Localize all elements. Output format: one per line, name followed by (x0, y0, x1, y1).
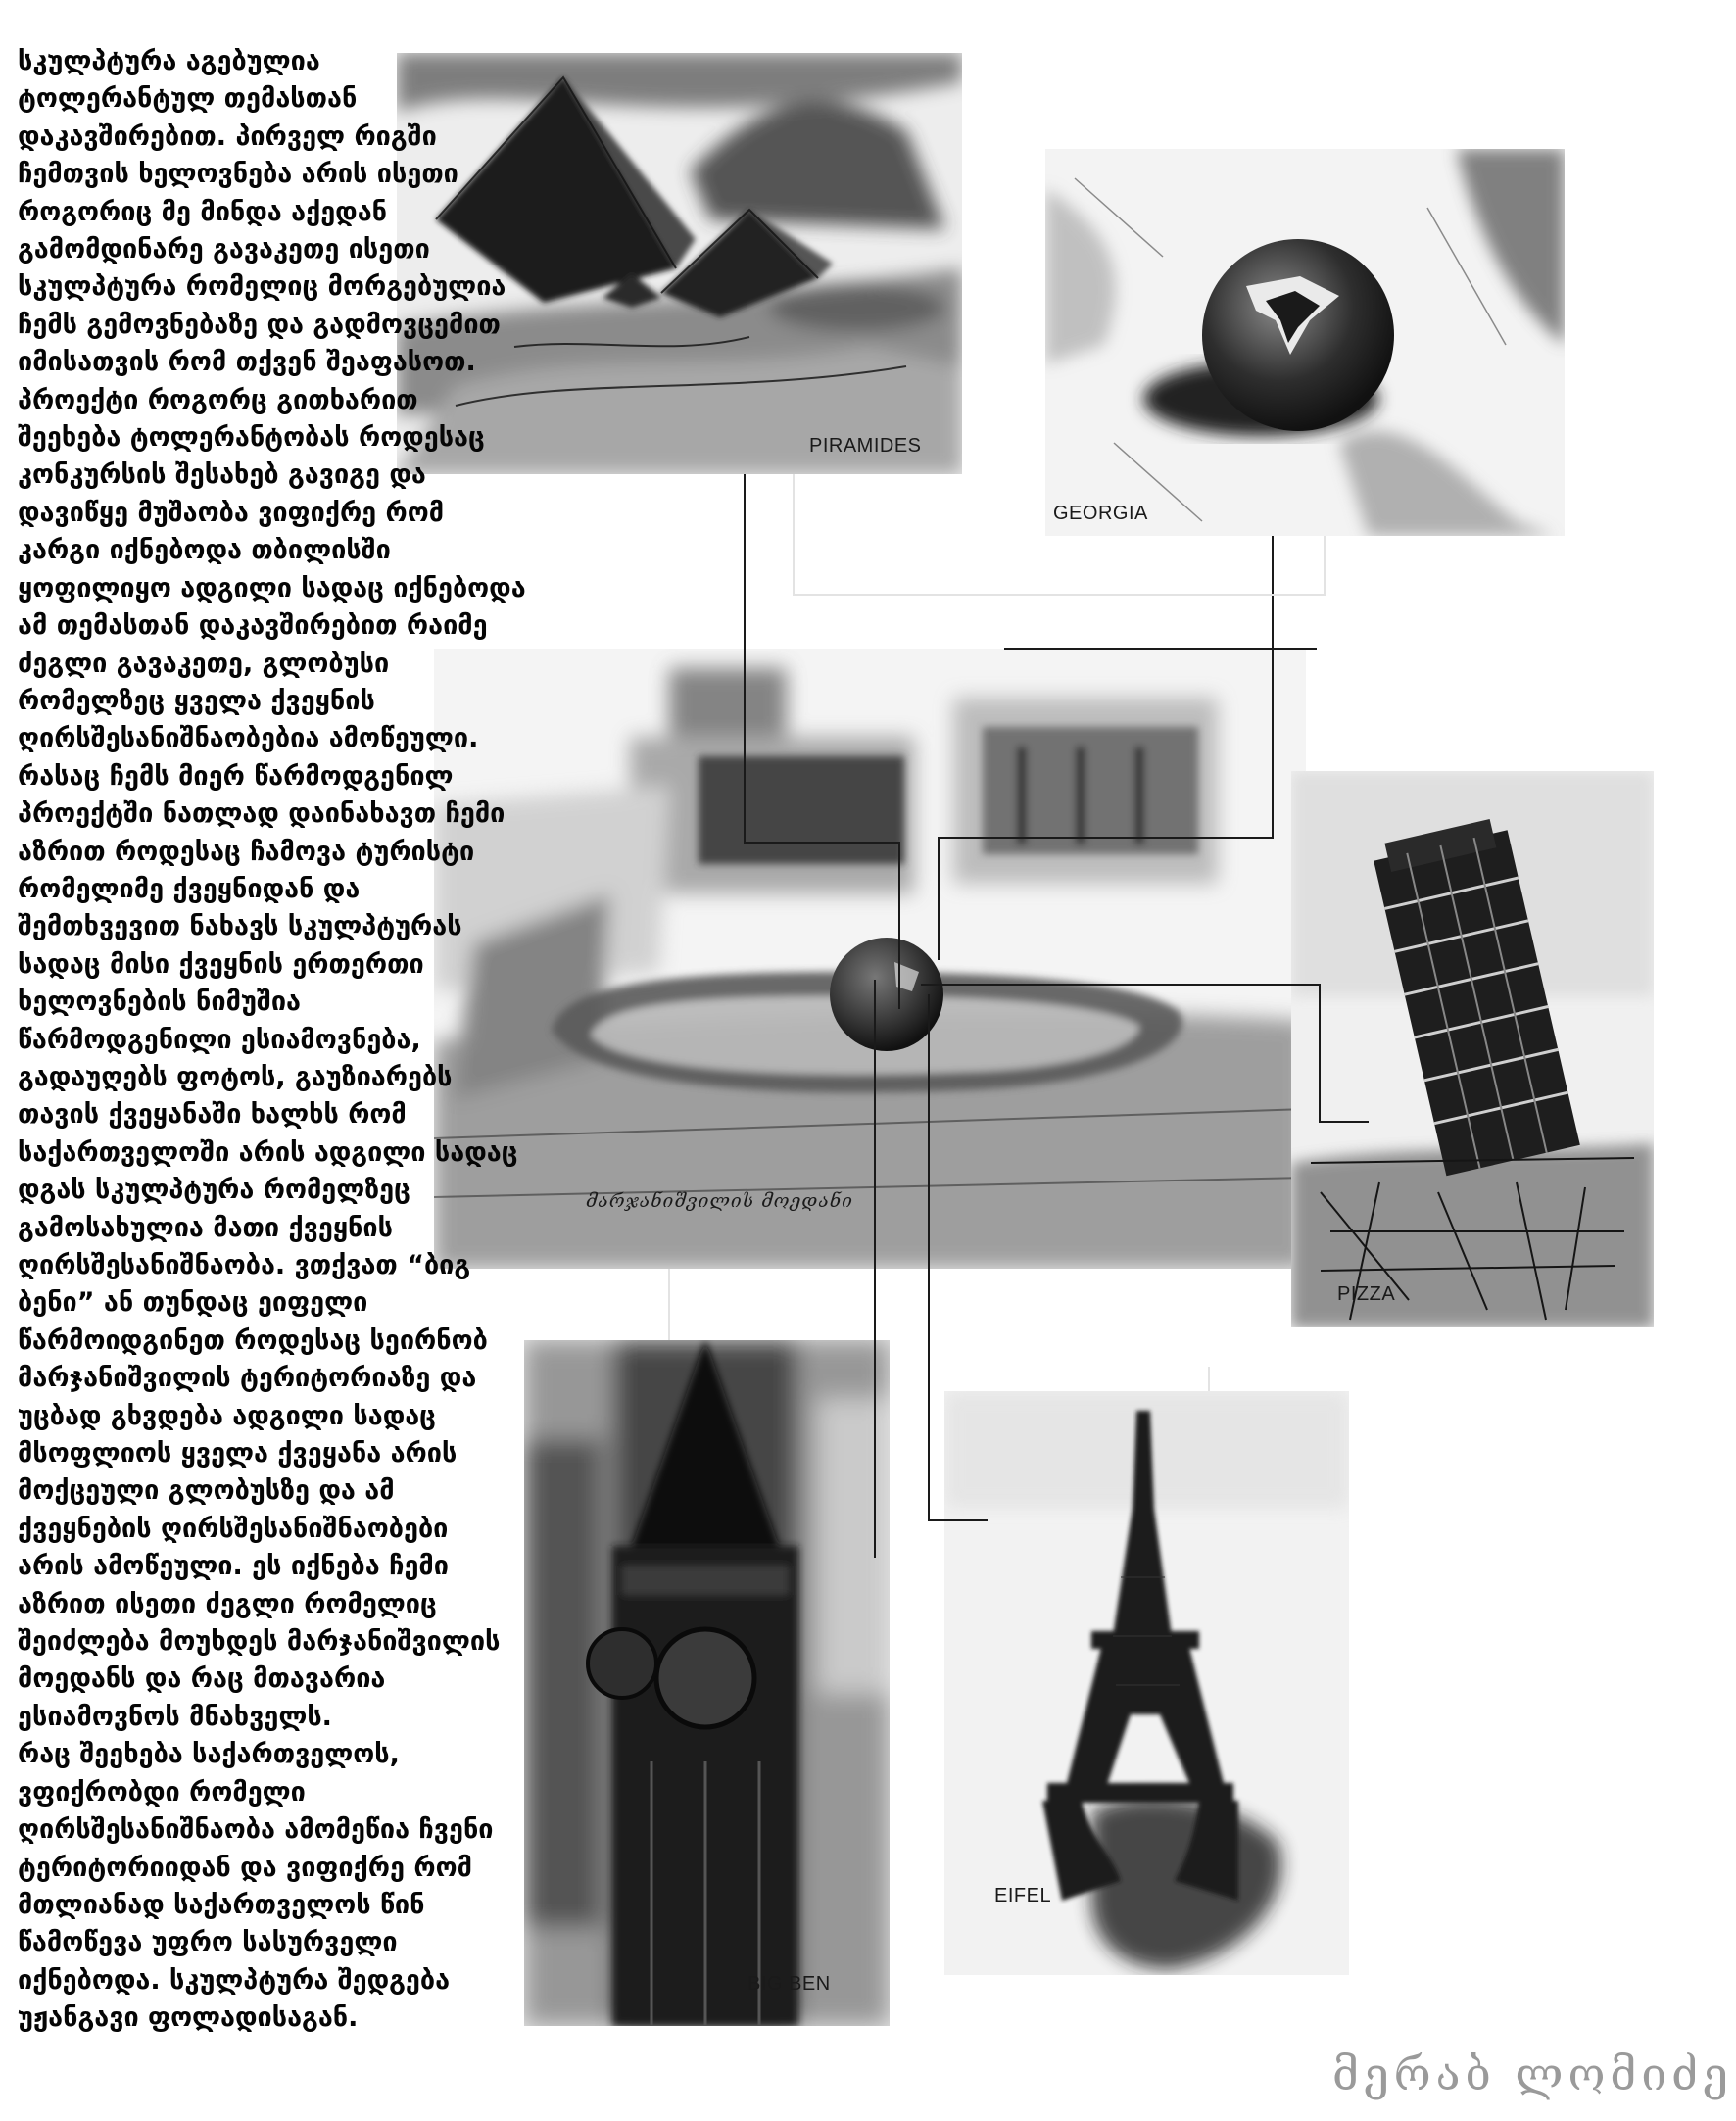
text-line: გამოსახულია მათი ქვეყნის (18, 1212, 393, 1243)
description-text (18, 43, 605, 2038)
text-line: ტერიტორიიდან და ვიფიქრე რომ (18, 1852, 472, 1883)
text-line: რაც შეეხება საქართველოს, (18, 1739, 400, 1770)
text-line: ხელოვნების ნიმუშია (18, 987, 301, 1018)
text-line: ამ თემასთან დაკავშირებით რაიმე (18, 610, 488, 642)
pizza-caption: PIZZA (1337, 1283, 1396, 1305)
text-line: ტოლერანტულ თემასთან (18, 83, 358, 115)
text-line: კარგი იქნებოდა თბილისში (18, 535, 391, 566)
text-line: არის ამოწეული. ეს იქნება ჩემი (18, 1551, 449, 1582)
text-line: ვფიქრობდი რომელი (18, 1776, 306, 1808)
text-line: წარმოიდგინეთ როდესაც სეირნობ (18, 1325, 488, 1356)
text-line: მოედანს და რაც მთავარია (18, 1663, 386, 1695)
text-line: თავის ქვეყანაში ხალხს რომ (18, 1099, 407, 1131)
text-line: რომელიმე ქვეყნიდან და (18, 873, 361, 904)
text-line: მარჯანიშვილის ტერიტორიაზე და (18, 1363, 477, 1394)
text-line: რასაც ჩემს მიერ წარმოდგენილ (18, 760, 454, 792)
georgia-caption: GEORGIA (1053, 503, 1148, 524)
text-line: როგორიც მე მინდა აქედან (18, 196, 388, 227)
text-line: გადაუღებს ფოტოს, გაუზიარებს (18, 1061, 453, 1092)
text-line: ძეგლი გავაკეთე, გლობუსი (18, 648, 390, 679)
text-line: სკულპტურა რომელიც მორგებულია (18, 271, 506, 303)
text-line: დაკავშირებით. პირველ რიგში (18, 121, 437, 152)
text-line: ჩემს გემოვნებაზე და გადმოვცემით (18, 309, 501, 340)
text-line: პროექტში ნათლად დაინახავთ ჩემი (18, 798, 506, 830)
text-line: შემთხვევით ნახავს სკულპტურას (18, 911, 462, 942)
text-line: მთლიანად საქართველოს წინ (18, 1889, 425, 1920)
text-line: საქართველოში არის ადგილი სადაც (18, 1136, 518, 1168)
text-line: მსოფლიოს ყველა ქვეყანა არის (18, 1438, 458, 1470)
text-line: დგას სკულპტურა რომელზეც (18, 1175, 410, 1206)
text-line: პროექტი როგორც გითხარით (18, 384, 418, 415)
text-line: ღირსშესანიშნაობა. ვთქვათ “ბიგ (18, 1250, 471, 1280)
eifel-caption: EIFEL (994, 1885, 1052, 1906)
text-line: უცბად გხვდება ადგილი სადაც (18, 1400, 436, 1431)
text-line: ქვეყნების ღირსშესანიშნაობები (18, 1513, 449, 1544)
text-line: წარმოდგენილი ესიამოვნება, (18, 1024, 421, 1055)
big-ben-caption: BIG BEN (747, 1973, 831, 1995)
text-line: აზრით როდესაც ჩამოვა ტურისტი (18, 836, 475, 867)
text-line: აზრით ისეთი ძეგლი რომელიც (18, 1588, 437, 1619)
text-line: ჩემთვის ხელოვნება არის ისეთი (18, 159, 458, 190)
text-line: დავიწყე მუშაობა ვიფიქრე რომ (18, 497, 445, 528)
text-line: იქნებოდა. სკულპტურა შედგება (18, 1964, 451, 1996)
text-line: ყოფილიყო ადგილი სადაც იქნებოდა (18, 572, 526, 603)
marjanishvili-square-caption: მარჯანიშვილის მოედანი (586, 1190, 853, 1212)
text-line: ღირსშესანიშნაობა ამომეწია ჩვენი (18, 1814, 494, 1846)
text-line: იმისათვის რომ თქვენ შეაფასოთ. (18, 347, 476, 378)
text-line: გამომდინარე გავაკეთე ისეთი (18, 234, 430, 265)
text-line: ღირსშესანიშნაობებია ამოწეული. (18, 723, 479, 754)
text-line: ბენი” ან თუნდაც ეიფელი (18, 1287, 368, 1319)
text-line: სადაც მისი ქვეყნის ერთერთი (18, 948, 424, 980)
text-line: რომელზეც ყველა ქვეყნის (18, 685, 375, 716)
author-signature: მერაბ ლომიძე (1332, 2048, 1733, 2100)
text-line: უჟანგავი ფოლადისაგან. (18, 2002, 359, 2034)
text-line: სკულპტურა აგებულია (18, 46, 320, 76)
text-line: შეიძლება მოუხდეს მარჯანიშვილის (18, 1626, 501, 1658)
text-line: კონკურსის შესახებ გავიგე და (18, 459, 426, 491)
piramides-caption: PIRAMIDES (809, 435, 922, 457)
text-line: მოქცეული გლობუსზე და ამ (18, 1475, 395, 1507)
text-line: წამოწევა უფრო სასურველი (18, 1927, 398, 1958)
text-line: შეეხება ტოლერანტობას როდესაც (18, 422, 485, 454)
text-line: ესიამოვნოს მნახველს. (18, 1701, 332, 1732)
